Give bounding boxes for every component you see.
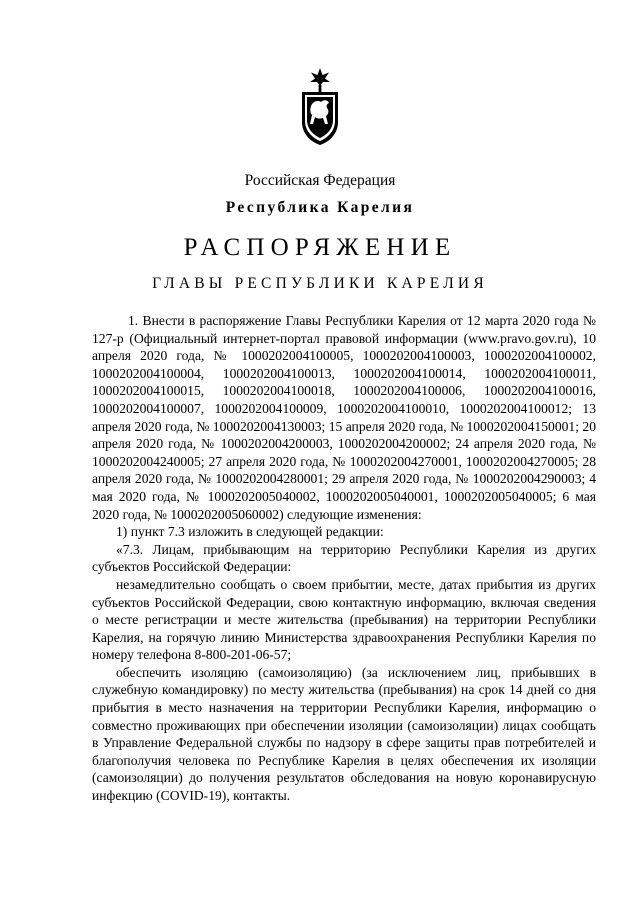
issuer-subtitle: ГЛАВЫ РЕСПУБЛИКИ КАРЕЛИЯ — [152, 275, 488, 292]
paragraph: 1. Внести в распоряжение Главы Республики Карелия от 12 марта 2020 года № 127-р (Официальный интернет-портал правовой информации (www.pravo.gov.ru), 10 апреля 2020 года, № 1000202004100005, 1000202004100003, 1000202004100002, 1000202004100004, 1000202004100013, 1000202004100014, 1000202004100011, 1000202004100015, 1000202004100018, 1000202004100006, 1000202004100016, 1000202004100007, 1000202004100009, 1000202004100010, 1000202004100012; 13 апреля 2020 года, № 1000202004130003; 15 апреля 2020 года, № 1000202004150001; 20 апреля 2020 года, № 1000202004200003, 1000202004200002; 24 апреля 2020 года, № 1000202004240005; 27 апреля 2020 года, № 1000202004270001, 1000202004270005; 28 апреля 2020 года, № 1000202004280001; 29 апреля 2020 года, № 1000202004290003; 4 мая 2020 года, № 1000202005040002, 1000202005040001, 1000202005040005; 6 мая 2020 года, № 1000202005060002) следующие изменения: — [92, 313, 596, 522]
paragraph: 1) пункт 7.3 изложить в следующей редакции: — [116, 524, 384, 540]
paragraph: «7.3. Лицам, прибывающим на территорию Республики Карелия из других субъектов Российской Федерации: — [92, 541, 596, 575]
federation-heading: Российская Федерация — [244, 172, 396, 189]
republic-heading: Республика Карелия — [225, 199, 415, 216]
paragraph: обеспечить изоляцию (самоизоляцию) (за исключением лиц, прибывших в служебную командировку) по месту жительства (пребывания) на срок 14 дней со дня прибытия в место назначения на территории Республики Карелия, информацию о совместно проживающих при обеспечении изоляции (самоизоляции) лицах сообщать в Управление Федеральной службы по надзору в сфере защиты прав потребителей и благополучия человека по Республике Карелия в целях обеспечения их изоляции (самоизоляции) до получения результатов обследования на новую коронавирусную инфекцию (COVID-19), контакты. — [92, 664, 596, 804]
paragraph: незамедлительно сообщать о своем прибытии, месте, датах прибытия из других субъектов Российской Федерации, свою контактную информацию, включая сведения о месте регистрации и месте жительства (пребывания) на территории Республики Карелия, на горячую линию Министерства здравоохранения Республики Карелия по номеру телефона 8-800-201-06-57; — [92, 576, 596, 663]
document-body — [92, 312, 596, 805]
document-type-title: РАСПОРЯЖЕНИЕ — [183, 234, 457, 261]
coat-of-arms-icon — [298, 66, 342, 146]
